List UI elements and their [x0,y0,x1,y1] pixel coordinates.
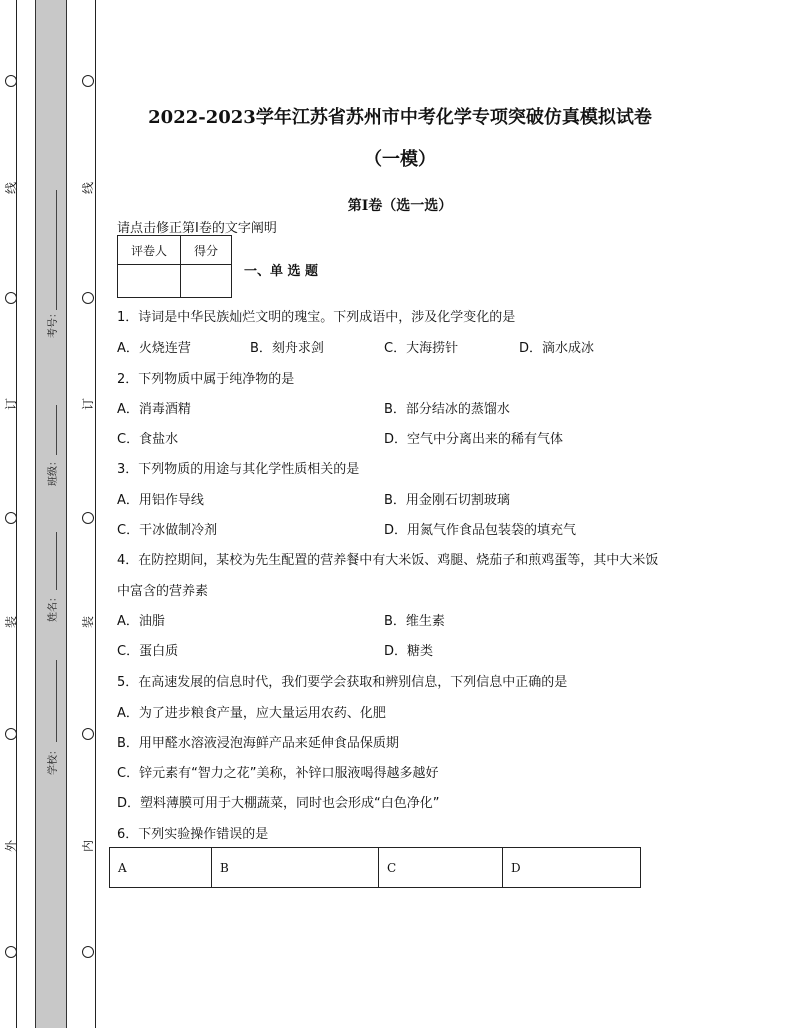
school-label: 学校： [48,745,59,775]
margin-char-outer: 订 [4,398,18,411]
answer-option[interactable]: D．滴水成冰 [519,341,595,356]
option-cell-d[interactable]: D [503,848,641,888]
binding-hole [82,512,94,524]
answer-option[interactable]: C．干冰做制冷剂 [117,523,218,538]
question-stem: 5．在高速发展的信息时代，我们要学会获取和辨别信息，下列信息中正确的是 [117,675,568,690]
class-label: 班级： [48,456,59,486]
margin-char-inner: 内 [81,840,95,853]
binding-hole [5,75,17,87]
binding-hole [5,946,17,958]
answer-option[interactable]: B．维生素 [384,614,445,629]
exam-title: 2022-2023学年江苏省苏州市中考化学专项突破仿真模拟试卷 [148,107,652,128]
section-instruction: 请点击修正第I卷的文字阐明 [117,221,277,236]
margin-char-outer: 装 [4,616,18,629]
answer-option[interactable]: A．用铝作导线 [117,493,204,508]
reviewer-cell[interactable] [118,265,181,298]
answer-option[interactable]: B．用甲醛水溶液浸泡海鲜产品来延伸食品保质期 [117,736,399,751]
margin-char-inner: 订 [81,398,95,411]
margin-char-inner: 装 [81,616,95,629]
exam-number-blank[interactable] [56,190,57,310]
answer-option[interactable]: D．糖类 [384,644,434,659]
exam-subtitle: （一模） [364,149,436,170]
binding-hole [82,292,94,304]
option-cell-c[interactable]: C [379,848,503,888]
question-stem: 6．下列实验操作错误的是 [117,827,269,842]
margin-char-inner: 线 [81,182,95,195]
question-stem: 1．诗词是中华民族灿烂文明的瑰宝。下列成语中，涉及化学变化的是 [117,310,516,325]
question-stem: 2．下列物质中属于纯净物的是 [117,372,295,387]
binding-hole [5,512,17,524]
binding-hole [82,75,94,87]
answer-option[interactable]: A．为了进步粮食产量，应大量运用农药、化肥 [117,706,386,721]
binding-band [35,0,67,1028]
answer-option[interactable]: A．消毒酒精 [117,402,191,417]
experiment-options-table [109,847,641,888]
name-label: 姓名： [48,592,59,622]
answer-option[interactable]: D．塑料薄膜可用于大棚蔬菜，同时也会形成“白色净化” [117,796,440,811]
score-table [117,235,232,298]
binding-hole [5,728,17,740]
option-cell-b[interactable]: B [212,848,379,888]
answer-option[interactable]: C．锌元素有“智力之花”美称，补锌口服液喝得越多越好 [117,766,439,781]
question-stem: 4．在防控期间，某校为先生配置的营养餐中有大米饭、鸡腿、烧茄子和煎鸡蛋等，其中大米饭 [117,553,659,568]
binding-hole [82,728,94,740]
margin-char-outer: 外 [4,840,18,853]
answer-option[interactable]: C．蛋白质 [117,644,179,659]
answer-option[interactable]: B．部分结冰的蒸馏水 [384,402,510,417]
answer-option[interactable]: B．刻舟求剑 [250,341,324,356]
answer-option[interactable]: C．食盐水 [117,432,179,447]
score-cell[interactable] [181,265,232,298]
score-header: 得分 [181,236,232,265]
class-blank[interactable] [56,405,57,455]
answer-option[interactable]: B．用金刚石切割玻璃 [384,493,510,508]
binding-hole [82,946,94,958]
exam-number-label: 考号： [48,308,59,338]
section-title: 第I卷（选一选） [347,198,453,214]
question-stem: 3．下列物质的用途与其化学性质相关的是 [117,462,360,477]
option-cell-a[interactable]: A [110,848,212,888]
school-blank[interactable] [56,660,57,742]
question-stem-continued: 中富含的营养素 [117,584,209,599]
answer-option[interactable]: D．空气中分离出来的稀有气体 [384,432,564,447]
answer-option[interactable]: A．火烧连营 [117,341,191,356]
answer-option[interactable]: C．大海捞针 [384,341,459,356]
answer-option[interactable]: A．油脂 [117,614,165,629]
name-blank[interactable] [56,532,57,590]
margin-char-outer: 线 [4,182,18,195]
part-title: 一、单 选 题 [244,264,319,279]
answer-option[interactable]: D．用氮气作食品包装袋的填充气 [384,523,577,538]
binding-hole [5,292,17,304]
inner-margin-line [95,0,96,1028]
reviewer-header: 评卷人 [118,236,181,265]
